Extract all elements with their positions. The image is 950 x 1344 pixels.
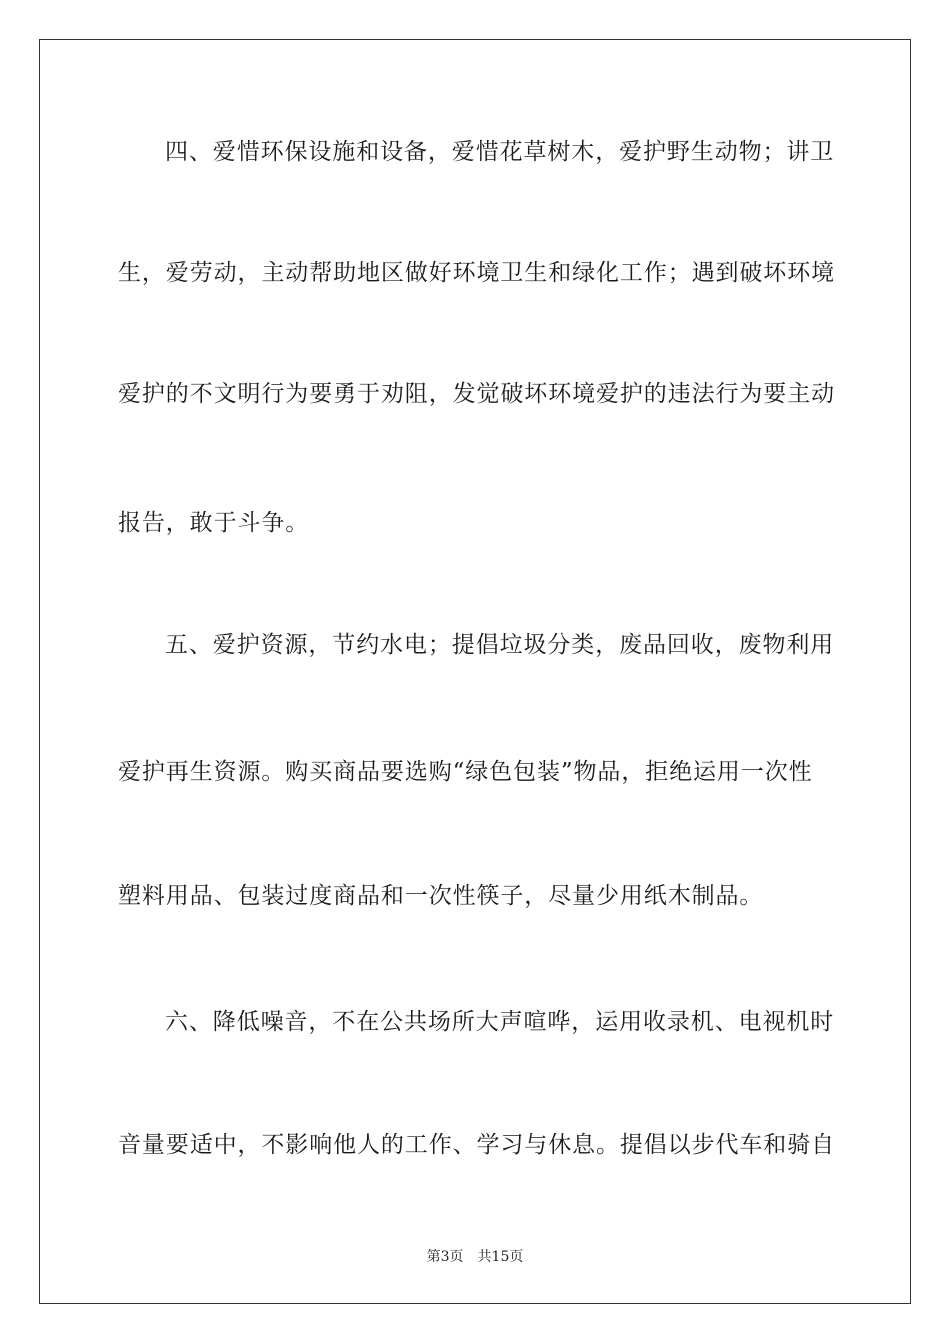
page-footer: [0, 1248, 950, 1266]
page-border: [39, 39, 911, 1304]
paragraph-5-line-1: 五、爱护资源，节约水电；提倡垃圾分类，废品回收，废物利用: [165, 632, 835, 658]
paragraph-5-line-3: 塑料用品、包装过度商品和一次性筷子，尽量少用纸木制品。: [118, 883, 764, 909]
paragraph-6-line-1: 六、降低噪音，不在公共场所大声喧哗，运用收录机、电视机时: [165, 1009, 835, 1035]
paragraph-4-line-1: 四、爱惜环保设施和设备，爱惜花草树木，爱护野生动物；讲卫: [165, 139, 835, 165]
page-total: 共15页: [477, 1249, 524, 1265]
paragraph-4-line-4: 报告，敢于斗争。: [118, 510, 310, 536]
paragraph-5-line-2: 爱护再生资源。购买商品要选购“绿色包装”物品，拒绝运用一次性: [118, 759, 813, 785]
paragraph-4-line-2: 生，爱劳动，主动帮助地区做好环境卫生和绿化工作；遇到破坏环境: [118, 260, 835, 286]
paragraph-6-line-2: 音量要适中，不影响他人的工作、学习与休息。提倡以步代车和骑自: [118, 1132, 835, 1158]
paragraph-4-line-3: 爱护的不文明行为要勇于劝阻，发觉破坏环境爱护的违法行为要主动: [118, 381, 835, 407]
page-number: 第3页: [426, 1249, 464, 1265]
